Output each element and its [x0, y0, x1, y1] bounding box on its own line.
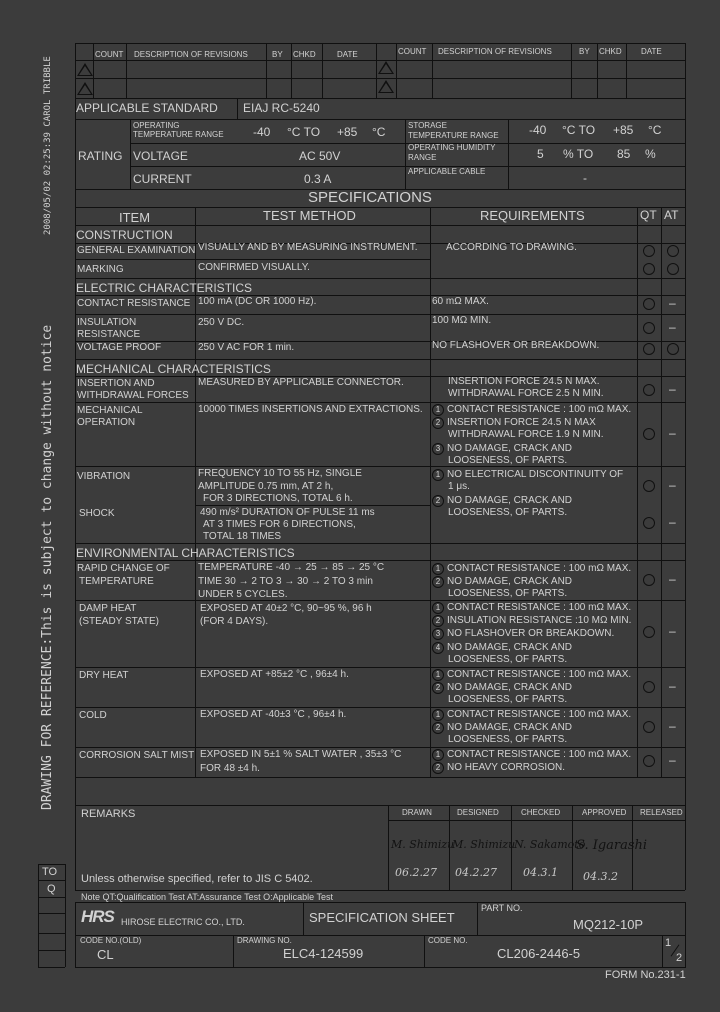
row-voltage-method: 250 V AC FOR 1 min. — [198, 342, 295, 353]
at-circle-icon — [667, 263, 679, 275]
row-insertion-item-1: INSERTION AND — [77, 378, 155, 389]
row-mech-op-req-2b: WITHDRAWAL FORCE 1.9 N MIN. — [448, 429, 604, 440]
signature-designed: M. Shimizu — [452, 838, 516, 851]
humidity-label: OPERATING HUMIDITY RANGE — [408, 143, 496, 162]
row-insulation-req: 100 MΩ MIN. — [432, 315, 492, 326]
row-insertion-req-1: INSERTION FORCE 24.5 N MAX. — [448, 376, 600, 387]
row-cold-item: COLD — [79, 710, 107, 721]
row-insulation-item-1: INSULATION — [77, 317, 137, 328]
document-title: SPECIFICATION SHEET — [309, 910, 455, 925]
reference-notice: DRAWING FOR REFERENCE:This is subject to change without notice — [40, 324, 55, 810]
form-number: FORM No.231-1 — [605, 969, 686, 981]
section-mechanical: MECHANICAL CHARACTERISTICS — [76, 362, 271, 376]
row-shock-m2: AT 3 TIMES FOR 6 DIRECTIONS, — [203, 519, 356, 530]
storage-temp-label: STORAGE TEMPERATURE RANGE — [408, 121, 499, 140]
date-drawn: 06.2.27 — [395, 866, 437, 879]
qt-circle-icon — [643, 517, 655, 529]
print-stamp: 2008/05/02 02:25:39 CAROL TRIBBLE — [43, 56, 53, 235]
row-dry-r1: 1 CONTACT RESISTANCE : 100 mΩ MAX. — [432, 669, 631, 681]
section-electric: ELECTRIC CHARACTERISTICS — [76, 281, 253, 295]
row-marking-method: CONFIRMED VISUALLY. — [198, 262, 310, 273]
date-checked: 04.3.1 — [523, 866, 558, 879]
header-test-method: TEST METHOD — [263, 208, 356, 223]
qt-circle-icon — [643, 322, 655, 334]
sheet-total: 2 — [676, 952, 683, 964]
humidity-unit: % — [645, 147, 656, 161]
row-rapid-m3: UNDER 5 CYCLES. — [198, 589, 288, 600]
row-insulation-item-2: RESISTANCE — [77, 329, 141, 340]
signature-checked: N. Sakamoto — [514, 838, 586, 851]
qt-circle-icon — [643, 245, 655, 257]
row-contact-item: CONTACT RESISTANCE — [77, 298, 191, 309]
drawing-no-value: ELC4-124599 — [283, 946, 364, 961]
storage-temp-unit: °C — [648, 123, 662, 137]
row-mech-op-req-3b: LOOSENESS, OF PARTS. — [448, 455, 568, 466]
row-insulation-method: 250 V DC. — [198, 317, 245, 328]
row-rapid-r2a: 2 NO DAMAGE, CRACK AND — [432, 576, 572, 588]
row-shock-m1: 490 m/s² DURATION OF PULSE 11 ms — [200, 507, 375, 518]
approval-header-released: RELEASED — [640, 808, 683, 817]
qt-circle-icon — [643, 626, 655, 638]
rev-header-by-2: BY — [579, 47, 590, 56]
row-vibration-m3: FOR 3 DIRECTIONS, TOTAL 6 h. — [203, 493, 353, 504]
op-temp-unit: °C — [372, 125, 386, 139]
row-vibration-r1a: 1 NO ELECTRICAL DISCONTINUITY OF — [432, 469, 623, 481]
approval-header-checked: CHECKED — [521, 808, 561, 817]
row-damp-r1: 1 CONTACT RESISTANCE : 100 mΩ MAX. — [432, 602, 631, 614]
qt-circle-icon — [643, 755, 655, 767]
qt-circle-icon — [643, 384, 655, 396]
storage-temp-max: +85 — [613, 123, 634, 137]
revision-triangle-icon — [378, 61, 394, 74]
code-no-label: CODE NO. — [428, 936, 468, 945]
at-circle-icon — [667, 343, 679, 355]
row-marking-item: MARKING — [77, 264, 124, 275]
at-dash: – — [669, 515, 676, 529]
voltage-value: AC 50V — [299, 149, 341, 163]
row-mech-op-req-3a: 3 NO DAMAGE, CRACK AND — [432, 443, 572, 455]
row-salt-m2: FOR 48 ±4 h. — [200, 763, 260, 774]
rev-header-chkd-2: CHKD — [599, 47, 622, 56]
row-damp-r3: 3 NO FLASHOVER OR BREAKDOWN. — [432, 628, 614, 640]
specifications-title: SPECIFICATIONS — [308, 189, 432, 206]
rev-header-description-2: DESCRIPTION OF REVISIONS — [438, 47, 552, 56]
row-mech-op-item-1: MECHANICAL — [77, 405, 143, 416]
row-damp-r4a: 4 NO DAMAGE, CRACK AND — [432, 642, 572, 654]
company-name: HIROSE ELECTRIC CO., LTD. — [121, 917, 245, 927]
row-mech-op-item-2: OPERATION — [77, 417, 136, 428]
storage-temp-min: -40 — [529, 123, 547, 137]
rev-header-count: COUNT — [95, 50, 124, 59]
row-dry-m1: EXPOSED AT +85±2 °C , 96±4 h. — [200, 669, 349, 680]
op-temp-label: OPERATING TEMPERATURE RANGE — [133, 121, 224, 139]
cable-label: APPLICABLE CABLE — [408, 167, 486, 176]
hrs-logo: HRS — [81, 907, 114, 926]
row-damp-m1: EXPOSED AT 40±2 °C, 90~95 %, 96 h — [200, 603, 372, 614]
op-temp-max: +85 — [337, 125, 358, 139]
humidity-max: 85 — [617, 147, 631, 161]
at-dash: – — [669, 320, 676, 334]
qt-circle-icon — [643, 681, 655, 693]
revision-triangle-icon — [77, 63, 93, 76]
row-general-method: VISUALLY AND BY MEASURING INSTRUMENT. — [198, 242, 418, 253]
row-salt-m1: EXPOSED IN 5±1 % SALT WATER , 35±3 °C — [200, 749, 402, 760]
revision-triangle-icon — [77, 82, 93, 95]
rev-header-date-2: DATE — [641, 47, 662, 56]
section-construction: CONSTRUCTION — [76, 228, 173, 242]
row-shock-r2b: LOOSENESS, OF PARTS. — [448, 507, 568, 518]
at-dash: – — [669, 296, 676, 310]
row-voltage-req: NO FLASHOVER OR BREAKDOWN. — [432, 340, 600, 351]
qt-circle-icon — [643, 298, 655, 310]
op-temp-min: -40 — [253, 125, 271, 139]
at-dash: – — [669, 679, 676, 693]
q-label: Q — [47, 883, 56, 895]
row-insertion-method: MEASURED BY APPLICABLE CONNECTOR. — [198, 377, 404, 388]
header-qt: QT — [640, 208, 657, 222]
qt-circle-icon — [643, 574, 655, 586]
header-at: AT — [664, 208, 679, 222]
row-damp-item-2: (STEADY STATE) — [79, 616, 160, 627]
row-vibration-m1: FREQUENCY 10 TO 55 Hz, SINGLE — [198, 468, 362, 479]
at-dash: – — [669, 624, 676, 638]
row-general-req: ACCORDING TO DRAWING. — [446, 242, 577, 253]
qt-circle-icon — [643, 480, 655, 492]
signature-drawn: M. Shimizu — [391, 838, 455, 851]
row-dry-r2a: 2 NO DAMAGE, CRACK AND — [432, 682, 572, 694]
at-dash: – — [669, 478, 676, 492]
at-dash: – — [669, 572, 676, 586]
qt-circle-icon — [643, 343, 655, 355]
humidity-min: 5 — [537, 147, 544, 161]
row-rapid-r1: 1 CONTACT RESISTANCE : 100 mΩ MAX. — [432, 563, 631, 575]
approval-header-approved: APPROVED — [582, 808, 627, 817]
row-salt-r1: 1 CONTACT RESISTANCE : 100 mΩ MAX. — [432, 749, 631, 761]
row-mech-op-req-2a: 2 INSERTION FORCE 24.5 N MAX — [432, 417, 596, 429]
to-label: TO — [42, 866, 58, 878]
row-rapid-item-2: TEMPERATURE — [79, 576, 154, 587]
at-dash: – — [669, 719, 676, 733]
date-designed: 04.2.27 — [455, 866, 497, 879]
row-dry-r2b: LOOSENESS, OF PARTS. — [448, 694, 568, 705]
row-vibration-m2: AMPLITUDE 0.75 mm, AT 2 h, — [198, 481, 334, 492]
approval-header-designed: DESIGNED — [457, 808, 499, 817]
rev-header-chkd: CHKD — [293, 50, 316, 59]
approval-header-drawn: DRAWN — [402, 808, 432, 817]
part-no-value: MQ212-10P — [573, 917, 644, 932]
applicable-standard-label: APPLICABLE STANDARD — [76, 101, 218, 115]
at-dash: – — [669, 426, 676, 440]
part-no-label: PART NO. — [481, 903, 523, 913]
rev-header-by: BY — [272, 50, 283, 59]
voltage-label: VOLTAGE — [133, 149, 188, 163]
header-requirements: REQUIREMENTS — [480, 208, 585, 223]
applicable-standard-value: EIAJ RC-5240 — [243, 101, 320, 115]
row-salt-item: CORROSION SALT MIST — [79, 750, 195, 761]
rating-label: RATING — [78, 149, 123, 163]
rev-header-date: DATE — [337, 50, 358, 59]
drawing-no-label: DRAWING NO. — [237, 936, 292, 945]
row-damp-r4b: LOOSENESS, OF PARTS. — [448, 654, 568, 665]
code-no-old-value: CL — [97, 947, 114, 962]
row-insertion-item-2: WITHDRAWAL FORCES — [77, 390, 189, 401]
row-contact-method: 100 mA (DC OR 1000 Hz). — [198, 296, 317, 307]
row-rapid-item-1: RAPID CHANGE OF — [77, 563, 170, 574]
row-voltage-item: VOLTAGE PROOF — [77, 342, 162, 353]
row-rapid-m2: TIME 30 → 2 TO 3 → 30 → 2 TO 3 min — [198, 576, 373, 587]
code-no-old-label: CODE NO.(OLD) — [80, 936, 142, 945]
rev-header-count-2: COUNT — [398, 47, 427, 56]
row-shock-item: SHOCK — [79, 508, 115, 519]
date-approved: 04.3.2 — [583, 870, 618, 883]
sheet-current: 1 — [665, 937, 672, 949]
row-general-item: GENERAL EXAMINATION — [77, 245, 196, 256]
at-dash: – — [669, 753, 676, 767]
row-dry-item: DRY HEAT — [79, 670, 129, 681]
qt-circle-icon — [643, 428, 655, 440]
row-shock-m3: TOTAL 18 TIMES — [203, 531, 281, 542]
row-salt-r2: 2 NO HEAVY CORROSION. — [432, 762, 565, 774]
remarks-label: REMARKS — [81, 808, 136, 820]
row-rapid-r2b: LOOSENESS, OF PARTS. — [448, 588, 568, 599]
rev-header-description: DESCRIPTION OF REVISIONS — [134, 50, 248, 59]
cable-value: - — [583, 171, 587, 185]
row-contact-req: 60 mΩ MAX. — [432, 296, 489, 307]
qt-circle-icon — [643, 721, 655, 733]
at-dash: – — [669, 382, 676, 396]
revision-triangle-icon — [378, 80, 394, 93]
current-value: 0.3 A — [304, 172, 332, 186]
row-cold-r2b: LOOSENESS, OF PARTS. — [448, 734, 568, 745]
current-label: CURRENT — [133, 172, 192, 186]
remarks-note: Unless otherwise specified, refer to JIS C 5402. — [81, 873, 313, 885]
code-no-value: CL206-2446-5 — [497, 946, 581, 961]
section-environmental: ENVIRONMENTAL CHARACTERISTICS — [76, 546, 295, 560]
qt-circle-icon — [643, 263, 655, 275]
row-mech-op-method: 10000 TIMES INSERTIONS AND EXTRACTIONS. — [198, 404, 423, 415]
row-cold-r1: 1 CONTACT RESISTANCE : 100 mΩ MAX. — [432, 709, 631, 721]
storage-temp-to: °C TO — [562, 123, 596, 137]
row-mech-op-req-1: 1 CONTACT RESISTANCE : 100 mΩ MAX. — [432, 404, 631, 416]
row-damp-item-1: DAMP HEAT — [79, 603, 137, 614]
row-cold-m1: EXPOSED AT -40±3 °C , 96±4 h. — [200, 709, 347, 720]
row-damp-m2: (FOR 4 DAYS). — [200, 616, 269, 627]
footnote: Note QT:Qualification Test AT:Assurance Test O:Applicable Test — [81, 892, 333, 902]
humidity-to: % TO — [563, 147, 594, 161]
at-circle-icon — [667, 245, 679, 257]
row-insertion-req-2: WITHDRAWAL FORCE 2.5 N MIN. — [448, 388, 604, 399]
row-vibration-r1b: 1 μs. — [448, 481, 470, 492]
row-cold-r2a: 2 NO DAMAGE, CRACK AND — [432, 722, 572, 734]
row-rapid-m1: TEMPERATURE -40 → 25 → 85 → 25 °C — [198, 562, 385, 573]
op-temp-to: °C TO — [287, 125, 321, 139]
row-vibration-item: VIBRATION — [77, 471, 131, 482]
row-damp-r2: 2 INSULATION RESISTANCE :10 MΩ MIN. — [432, 615, 631, 627]
header-item: ITEM — [119, 210, 151, 225]
signature-approved: S. Igarashi — [576, 838, 648, 853]
row-shock-r2a: 2 NO DAMAGE, CRACK AND — [432, 495, 572, 507]
